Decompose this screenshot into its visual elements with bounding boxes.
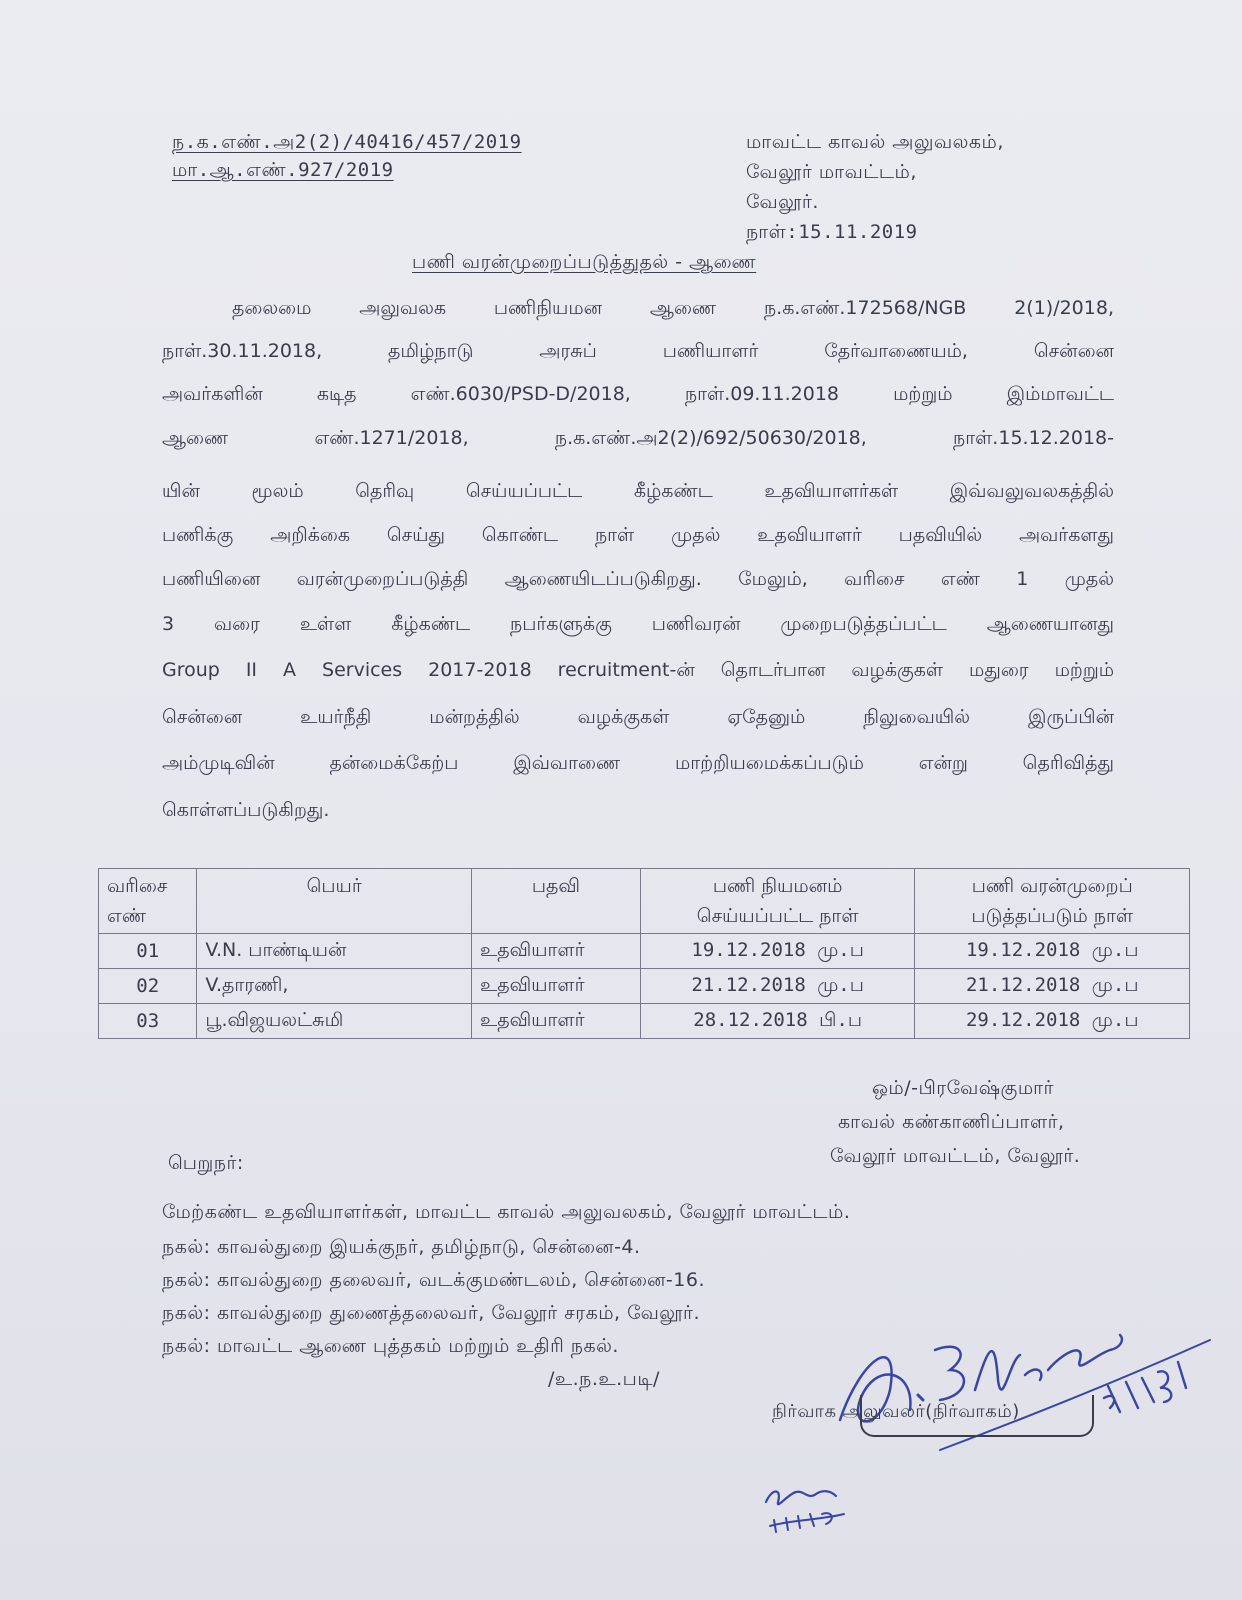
office-name: மாவட்ட காவல் அலுவலகம்,	[746, 131, 1004, 153]
cell-regularised-date: 29.12.2018 மு.ப	[915, 1004, 1190, 1039]
cell-appointed-date: 28.12.2018 பி.ப	[640, 1004, 915, 1039]
stamp-text: நிர்வாக அலுவலர்(நிர்வாகம்)	[772, 1401, 1020, 1422]
signatory-place: வேலூர் மாவட்டம், வேலூர்.	[830, 1145, 1081, 1167]
attested-copy-note: /உ.ந.உ.படி/	[548, 1368, 660, 1390]
header-text: படுத்தப்படும் நாள்	[971, 905, 1134, 927]
cell-name: பூ.விஜயலட்சுமி	[197, 1004, 472, 1039]
cell-appointed-date: 19.12.2018 மு.ப	[640, 934, 915, 969]
office-city: வேலூர்.	[746, 191, 819, 213]
cell-post: உதவியாளர்	[471, 1004, 640, 1039]
signatory-designation: காவல் கண்காணிப்பாளர்,	[838, 1111, 1065, 1133]
signatory-name: ஒம்/-பிரவேஷ்குமார்	[872, 1077, 1054, 1099]
cell-appointed-date: 21.12.2018 மு.ப	[640, 969, 915, 1004]
body-line: ஆணை எண்.1271/2018, ந.க.எண்.அ2(2)/692/50630/2018, நாள்.15.12.2018-	[162, 427, 1114, 449]
header-text: பதவி	[531, 875, 580, 897]
header-text: செய்யப்பட்ட நாள்	[696, 905, 859, 927]
recipients-label: பெறுநர்:	[168, 1152, 244, 1174]
body-line: நாள்.30.11.2018, தமிழ்நாடு அரசுப் பணியாளர் தேர்வாணையம், சென்னை	[162, 340, 1114, 362]
header-text: பெயர்	[306, 875, 362, 897]
table-header-row	[99, 869, 1190, 934]
table-row	[99, 1004, 1190, 1039]
header-text: எண்	[107, 905, 147, 927]
officer-stamp	[768, 1395, 1118, 1435]
table-row	[99, 934, 1190, 969]
body-line: பணிக்கு அறிக்கை செய்து கொண்ட நாள் முதல் உதவியாளர் பதவியில் அவர்களது	[162, 524, 1114, 546]
body-line: 3 வரை உள்ள கீழ்கண்ட நபர்களுக்கு பணிவரன் முறைபடுத்தப்பட்ட ஆணையானது	[162, 613, 1114, 635]
order-number: மா.ஆ.எண்.927/2019	[172, 159, 394, 181]
recipients-to: மேற்கண்ட உதவியாளர்கள், மாவட்ட காவல் அலுவலகம், வேலூர் மாவட்டம்.	[162, 1201, 851, 1223]
body-line: அவர்களின் கடித எண்.6030/PSD-D/2018, நாள்.09.11.2018 மற்றும் இம்மாவட்ட	[162, 383, 1114, 405]
office-district: வேலூர் மாவட்டம்,	[746, 161, 917, 183]
body-line: தலைமை அலுவலக பணிநியமன ஆணை ந.க.எண்.172568/NGB 2(1)/2018,	[232, 297, 1114, 319]
cell-post: உதவியாளர்	[471, 934, 640, 969]
body-line: சென்னை உயர்நீதி மன்றத்தில் வழக்குகள் ஏதேனும் நிலுவையில் இருப்பின்	[162, 706, 1114, 728]
header-appointed-date	[640, 869, 915, 934]
copy-line: நகல்: காவல்துறை துணைத்தலைவர், வேலூர் சரகம், வேலூர்.	[162, 1302, 700, 1324]
cell-post: உதவியாளர்	[471, 969, 640, 1004]
subject-title: பணி வரன்முறைப்படுத்துதல் - ஆணை	[412, 251, 757, 273]
cell-serial-no: 01	[99, 934, 197, 969]
copy-line: நகல்: காவல்துறை இயக்குநர், தமிழ்நாடு, சென்னை-4.	[162, 1236, 641, 1258]
body-line: யின் மூலம் தெரிவு செய்யப்பட்ட கீழ்கண்ட உதவியாளர்கள் இவ்வலுவலகத்தில்	[162, 480, 1114, 502]
copy-line: நகல்: காவல்துறை தலைவர், வடக்குமண்டலம், சென்னை-16.	[162, 1269, 706, 1291]
table-row	[99, 969, 1190, 1004]
body-line: Group II A Services 2017-2018 recruitment-ன் தொடர்பான வழக்குகள் மதுரை மற்றும்	[162, 659, 1114, 681]
cell-name: V.N. பாண்டியன்	[197, 934, 472, 969]
reference-number: ந.க.எண்.அ2(2)/40416/457/2019	[172, 131, 522, 153]
header-text: பணி நியமனம்	[712, 875, 843, 897]
copy-line: நகல்: மாவட்ட ஆணை புத்தகம் மற்றும் உதிரி நகல்.	[162, 1335, 619, 1357]
cell-regularised-date: 19.12.2018 மு.ப	[915, 934, 1190, 969]
header-text: பணி வரன்முறைப்	[971, 875, 1133, 897]
header-text: வரிசை	[107, 875, 168, 897]
header-name	[197, 869, 472, 934]
body-line: கொள்ளப்படுகிறது.	[162, 799, 330, 821]
header-post	[471, 869, 640, 934]
document-date: நாள்:15.11.2019	[746, 221, 918, 243]
header-serial-no	[99, 869, 197, 934]
cell-regularised-date: 21.12.2018 மு.ப	[915, 969, 1190, 1004]
cell-serial-no: 02	[99, 969, 197, 1004]
staff-table	[98, 868, 1190, 1039]
cell-serial-no: 03	[99, 1004, 197, 1039]
body-line: பணியினை வரன்முறைப்படுத்தி ஆணையிடப்படுகிறது. மேலும், வரிசை எண் 1 முதல்	[162, 568, 1114, 590]
header-regularised-date	[915, 869, 1190, 934]
initials-mark	[760, 1480, 860, 1540]
cell-name: V.தாரணி,	[197, 969, 472, 1004]
body-line: அம்முடிவின் தன்மைக்கேற்ப இவ்வாணை மாற்றியமைக்கப்படும் என்று தெரிவித்து	[162, 752, 1114, 774]
